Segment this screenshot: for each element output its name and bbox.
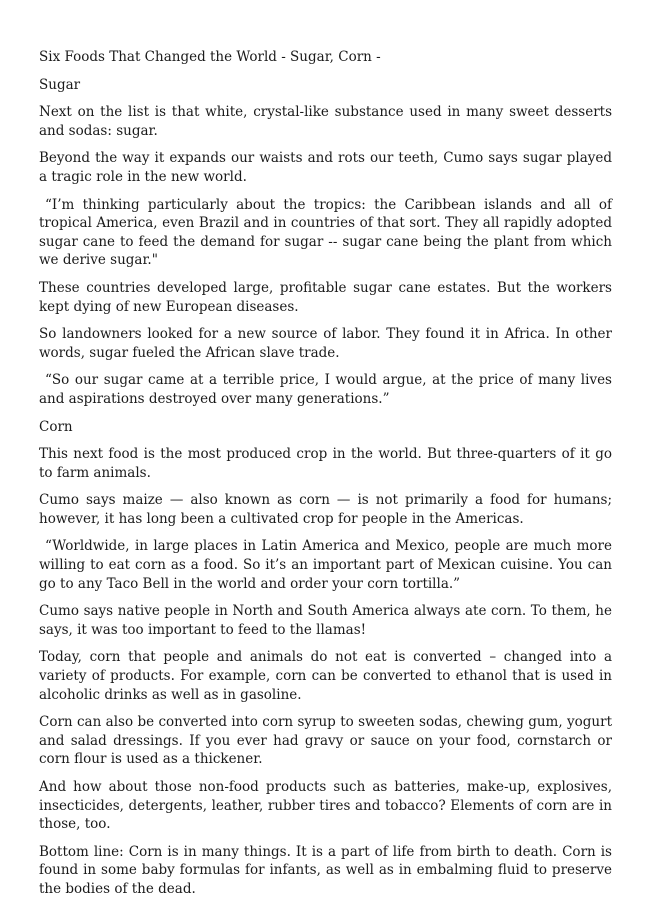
paragraph: Today, corn that people and animals do not eat is converted – changed into a variety of products. For example, corn can be converted to ethanol that is used in alcoholic drinks as well as in gasoline. xyxy=(39,649,612,703)
quote-paragraph: “Worldwide, in large places in Latin America and Mexico, people are much more willing to eat corn as a food. So it’s an important part of Mexican cuisine. You can go to any Taco Bell in the world and order your corn tortilla.” xyxy=(39,538,612,592)
paragraph: This next food is the most produced crop in the world. But three-quarters of it go to farm animals. xyxy=(39,446,612,481)
paragraph: And how about those non-food products such as batteries, make-up, explosives, insecticides, detergents, leather, rubber tires and tobacco? Elements of corn are in those, too. xyxy=(39,779,612,833)
quote-paragraph: “So our sugar came at a terrible price, I would argue, at the price of many lives and aspirations destroyed over many generations.” xyxy=(39,372,612,407)
quote-paragraph: “I’m thinking particularly about the tropics: the Caribbean islands and all of tropical America, even Brazil and in countries of that sort. They all rapidly adopted sugar cane to feed the demand for sugar -- sugar cane being the plant from which we derive sugar." xyxy=(39,196,612,269)
paragraph: Cumo says native people in North and South America always ate corn. To them, he says, it was too important to feed to the llamas! xyxy=(39,603,612,638)
paragraph: Next on the list is that white, crystal-like substance used in many sweet desserts and sodas: sugar. xyxy=(39,104,612,139)
paragraph: Corn can also be converted into corn syrup to sweeten sodas, chewing gum, yogurt and salad dressings. If you ever had gravy or sauce on your food, cornstarch or corn flour is used as a thickener. xyxy=(39,714,612,768)
document-title: Six Foods That Changed the World - Sugar, Corn - xyxy=(39,49,381,65)
paragraph: These countries developed large, profitable sugar cane estates. But the workers kept dying of new European diseases. xyxy=(39,279,612,315)
section-heading: Corn xyxy=(39,418,73,435)
section-sugar xyxy=(39,76,612,409)
section-heading: Sugar xyxy=(39,76,81,93)
paragraph: So landowners looked for a new source of labor. They found it in Africa. In other words, sugar fueled the African slave trade. xyxy=(39,326,612,361)
paragraph: Bottom line: Corn is in many things. It is a part of life from birth to death. Corn is found in some baby formulas for infants, as well as in embalming fluid to preserve the bodies of the dead. xyxy=(39,843,612,897)
section-corn xyxy=(39,418,612,899)
paragraph: Beyond the way it expands our waists and rots our teeth, Cumo says sugar played a tragic role in the new world. xyxy=(39,150,612,185)
paragraph: Cumo says maize — also known as corn — is not primarily a food for humans; however, it has long been a cultivated crop for people in the Americas. xyxy=(39,492,612,527)
